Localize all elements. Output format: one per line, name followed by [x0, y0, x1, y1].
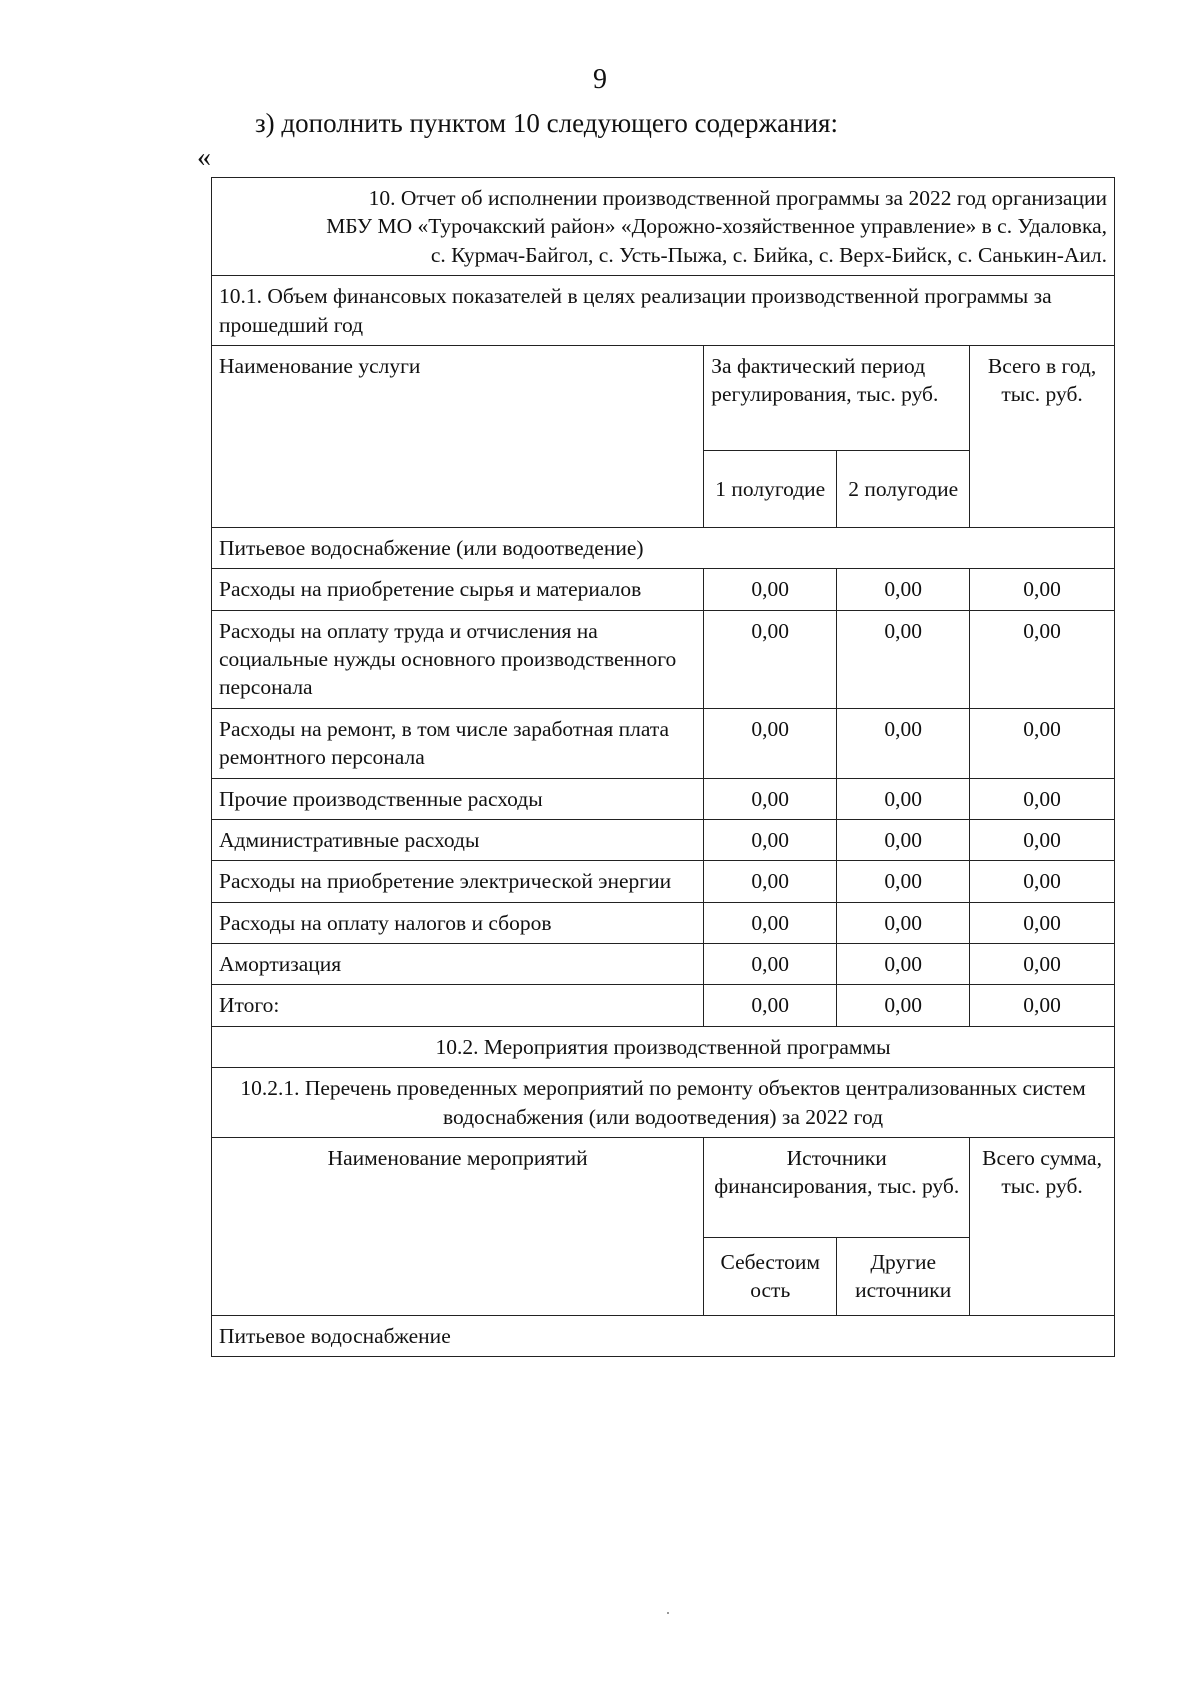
row-total: 0,00 [970, 708, 1115, 778]
table2-header-row [212, 1137, 1115, 1237]
header-other-sources: Другие источники [837, 1237, 970, 1315]
row-h1: 0,00 [704, 610, 837, 708]
table-row [212, 944, 1115, 985]
group-water-supply: Питьевое водоснабжение (или водоотведение) [212, 527, 1115, 568]
open-quote: « [197, 142, 211, 173]
table-row-total [212, 985, 1115, 1026]
header-cost-price: Себестоим ость [704, 1237, 837, 1315]
table1-group-row [212, 527, 1115, 568]
row-h2: 0,00 [837, 861, 970, 902]
row-h1: 0,00 [704, 819, 837, 860]
table2-group-row [212, 1315, 1115, 1356]
row-total: 0,00 [970, 985, 1115, 1026]
row-name: Расходы на приобретение электрической энергии [212, 861, 704, 902]
section10-title-line3: с. Курмач-Байгол, с. Усть-Пыжа, с. Бийка, с. Верх-Бийск, с. Санькин-Аил. [430, 242, 1107, 267]
row-h1: 0,00 [704, 944, 837, 985]
intro-text: з) дополнить пунктом 10 следующего содержания: [255, 108, 838, 138]
row-h2: 0,00 [837, 610, 970, 708]
section10-title-line2: МБУ МО «Турочакский район» «Дорожно-хозяйственное управление» в с. Удаловка, [326, 214, 1107, 239]
row-total: 0,00 [970, 778, 1115, 819]
row-name: Административные расходы [212, 819, 704, 860]
table1-header-row [212, 345, 1115, 450]
row-total: 0,00 [970, 819, 1115, 860]
section10-2-title-row [212, 1026, 1115, 1067]
table-row [212, 708, 1115, 778]
row-total: 0,00 [970, 861, 1115, 902]
header-measure-name: Наименование мероприятий [212, 1137, 704, 1315]
row-h2: 0,00 [837, 569, 970, 610]
report-table [211, 177, 1115, 1357]
row-name: Расходы на приобретение сырья и материалов [212, 569, 704, 610]
section10-title-line1: 10. Отчет об исполнении производственной программы за 2022 год организации [368, 186, 1107, 210]
page-number: 9 [593, 64, 607, 95]
row-name: Прочие производственные расходы [212, 778, 704, 819]
table-row [212, 778, 1115, 819]
row-total: 0,00 [970, 944, 1115, 985]
section10-1-title: 10.1. Объем финансовых показателей в целях реализации производственной программы за прошедший год [212, 276, 1115, 346]
header-half1: 1 полугодие [704, 450, 837, 527]
header-funding-sources: Источники финансирования, тыс. руб. [704, 1137, 970, 1237]
row-h2: 0,00 [837, 819, 970, 860]
row-h1: 0,00 [704, 708, 837, 778]
row-h2: 0,00 [837, 708, 970, 778]
row-h2: 0,00 [837, 902, 970, 943]
row-total: 0,00 [970, 569, 1115, 610]
table-row [212, 902, 1115, 943]
row-total: 0,00 [970, 610, 1115, 708]
section10-title [212, 178, 1115, 276]
header-year-total: Всего в год, тыс. руб. [970, 345, 1115, 527]
header-half2: 2 полугодие [837, 450, 970, 527]
table-row [212, 610, 1115, 708]
section10-2-title: 10.2. Мероприятия производственной программы [212, 1026, 1115, 1067]
row-h1: 0,00 [704, 985, 837, 1026]
row-h2: 0,00 [837, 985, 970, 1026]
group-drinking-water: Питьевое водоснабжение [212, 1315, 1115, 1356]
table-row [212, 861, 1115, 902]
header-service-name: Наименование услуги [212, 345, 704, 527]
scan-speck [667, 1612, 669, 1614]
section10-2-1-title-row [212, 1068, 1115, 1138]
row-name: Расходы на оплату налогов и сборов [212, 902, 704, 943]
row-h2: 0,00 [837, 944, 970, 985]
row-h1: 0,00 [704, 861, 837, 902]
row-h1: 0,00 [704, 778, 837, 819]
row-name: Амортизация [212, 944, 704, 985]
row-h1: 0,00 [704, 569, 837, 610]
table-row [212, 569, 1115, 610]
row-name: Расходы на оплату труда и отчисления на социальные нужды основного производственного персонала [212, 610, 704, 708]
row-h1: 0,00 [704, 902, 837, 943]
section10-2-1-title: 10.2.1. Перечень проведенных мероприятий по ремонту объектов централизованных систем водоснабжения (или водоотведения) за 2022 год [212, 1068, 1115, 1138]
section10-title-row [212, 178, 1115, 276]
row-total: 0,00 [970, 902, 1115, 943]
table-row [212, 819, 1115, 860]
row-h2: 0,00 [837, 778, 970, 819]
header-actual-period: За фактический период регулирования, тыс. руб. [704, 345, 970, 450]
section10-1-title-row [212, 276, 1115, 346]
row-name: Расходы на ремонт, в том числе заработная плата ремонтного персонала [212, 708, 704, 778]
header-total-sum: Всего сумма, тыс. руб. [970, 1137, 1115, 1315]
row-name: Итого: [212, 985, 704, 1026]
